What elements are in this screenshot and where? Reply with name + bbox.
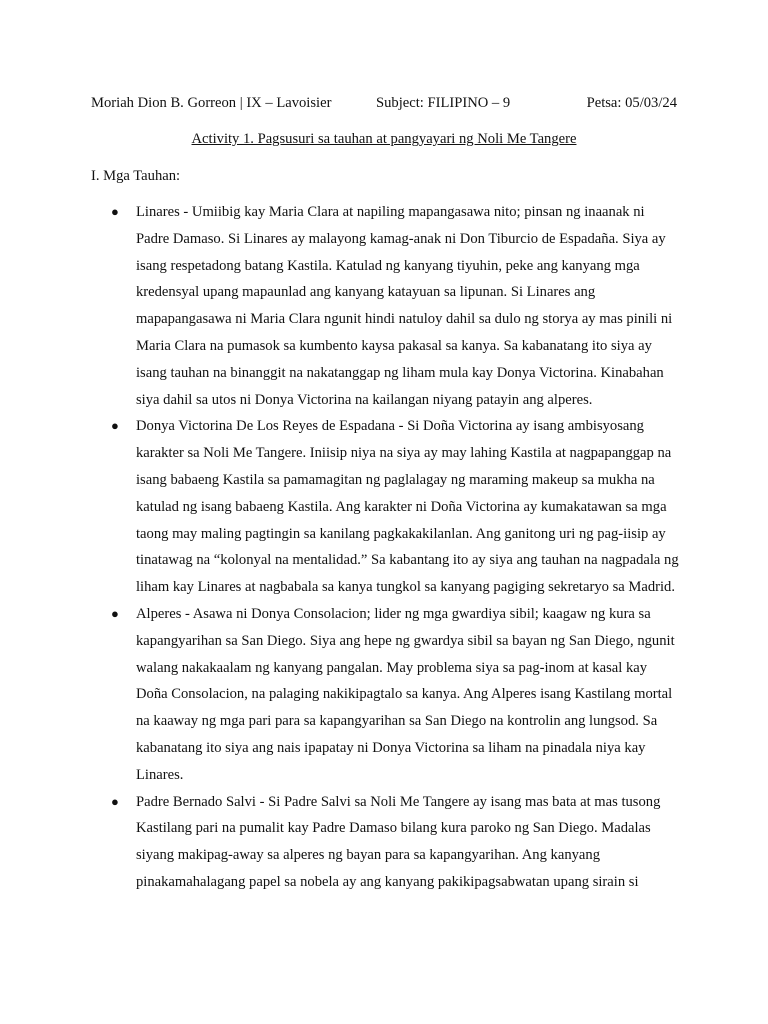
- bullet-icon: ●: [111, 605, 119, 621]
- character-list: [0, 199, 768, 896]
- bullet-icon: ●: [111, 418, 119, 434]
- list-item: [0, 601, 681, 789]
- student-name-class: Moriah Dion B. Gorreon | IX – Lavoisier: [91, 95, 332, 111]
- activity-title: Activity 1. Pagsusuri sa tauhan at pangyayari ng Noli Me Tangere: [191, 131, 577, 147]
- character-description: Linares - Umiibig kay Maria Clara at napiling mapangasawa nito; pinsan ng inaanak ni Padre Damaso. Si Linares ay malayong kamag-anak ni Don Tiburcio de Espadaña. Siya ay isang respetadong batang Kastila. Katulad ng kanyang tiyuhin, peke ang kanyang mga kredensyal upang mapaunlad ang kanyang katayuan sa lipunan. Si Linares ang mapapangasawa ni Maria Clara ngunit hindi natuloy dahil sa dulo ng storya ay mas pinili ni Maria Clara na pumasok sa kumbento kaysa pakasal sa kanya. Sa kabanatang ito siya ay isang tauhan na binanggit na nakatanggap ng liham mula kay Donya Victorina. Kinabahan siya dahil sa utos ni Donya Victorina na kailangan niyang patayin ang alperes.: [136, 204, 673, 408]
- character-description: Alperes - Asawa ni Donya Consolacion; lider ng mga gwardiya sibil; kaagaw ng kura sa kapangyarihan sa San Diego. Siya ang hepe ng gwardya sibil sa bayan ng San Diego, ngunit walang nakakaalam ng kanyang pangalan. May problema siya sa pag-inom at kasal kay Doña Consolacion, na palaging nakikipagtalo sa kanya. Ang Alperes isang Kastilang mortal na kaaway ng mga pari para sa kapangyarihan sa San Diego na kontrolin ang lungsod. Sa kabanatang ito siya ang nais ipapatay ni Donya Victorina sa liham na pinadala niya kay Linares.: [136, 605, 675, 783]
- bullet-icon: ●: [111, 204, 119, 219]
- list-item: [0, 789, 681, 896]
- bullet-icon: ●: [111, 793, 119, 809]
- character-description: Donya Victorina De Los Reyes de Espadana - Si Doña Victorina ay isang ambisyosang karakter sa Noli Me Tangere. Iniisip niya na siya ay may lahing Kastila at nagpapanggap na isang babaeng Kastila sa pamamagitan ng paglalagay ng maraming makeup sa mukha na katulad ng isang babaeng Kastila. Ang karakter ni Doña Victorina ay kumakatawan sa mga taong may maling pagtingin sa kanilang pagkakakilanlan. Ang ganitong uri ng pag-iisip ay tinatawag na “kolonyal na mentalidad.” Sa kabantang ito ay siya ang tauhan na nagpadala ng liham kay Linares at nagbabala sa kanya tungkol sa kanyang pagiging sekretaryo sa Madrid.: [136, 418, 679, 596]
- list-item: [0, 199, 681, 413]
- section-heading: I. Mga Tauhan:: [91, 168, 181, 184]
- character-description: Padre Bernado Salvi - Si Padre Salvi sa Noli Me Tangere ay isang mas bata at mas tusong Kastilang pari na pumalit kay Padre Damaso bilang kura paroko ng San Diego. Madalas siyang makipag-away sa alperes ng bayan para sa kapangyarihan. Ang kanyang pinakamahalagang papel sa nobela ay ang kanyang pakikipagsabwatan upang sirain si: [136, 793, 661, 890]
- subject-label: Subject: FILIPINO – 9: [376, 95, 511, 111]
- document-header: [91, 93, 677, 113]
- date-label: Petsa: 05/03/24: [586, 95, 677, 111]
- list-item: [0, 413, 681, 601]
